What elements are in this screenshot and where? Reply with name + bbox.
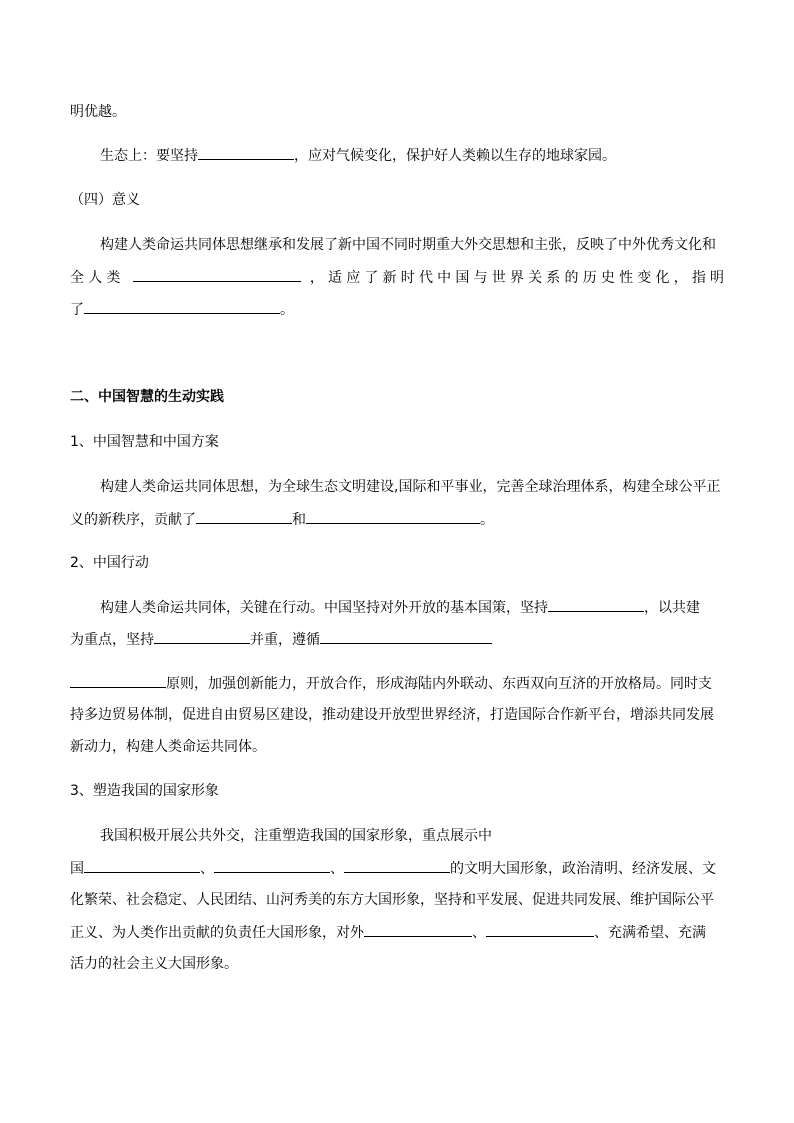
paragraph-line: 构建人类命运共同体，关键在行动。中国坚持对外开放的基本国策，坚持 ，以共建	[100, 597, 724, 618]
fill-blank[interactable]	[344, 858, 450, 873]
paragraph-line: 义的新秩序，贡献了 和 。	[70, 509, 724, 530]
paragraph-line: 活力的社会主义大国形象。	[70, 956, 238, 972]
fill-blank[interactable]	[154, 629, 250, 644]
paragraph-line: 构建人类命运共同体思想继承和发展了新中国不同时期重大外交思想和主张，反映了中外优秀文化和	[100, 237, 716, 253]
fill-blank[interactable]	[214, 858, 330, 873]
subsection-heading: 3、塑造我国的国家形象	[70, 783, 219, 799]
paragraph-line: 我国积极开展公共外交，注重塑造我国的国家形象，重点展示中	[100, 828, 492, 844]
paragraph-line: 原则，加强创新能力，开放合作，形成海陆内外联动、东西双向互济的开放格局。同时支	[70, 673, 724, 694]
paragraph-line: 构建人类命运共同体思想，为全球生态文明建设,国际和平事业，完善全球治理体系，构建全球公平正	[100, 479, 721, 495]
paragraph-line: 国 、 、 的文明大国形象，政治清明、经济发展、文	[70, 858, 724, 879]
section-heading: （四）意义	[70, 192, 140, 208]
paragraph-line: 持多边贸易体制，促进自由贸易区建设，推动建设开放型世界经济，打造国际合作新平台，增添共同发展	[70, 707, 714, 723]
fill-blank[interactable]	[364, 922, 472, 937]
paragraph-line: 了 。	[70, 299, 724, 320]
paragraph-line: 明优越。	[70, 104, 126, 120]
paragraph-line: 为重点，坚持 并重，遵循	[70, 629, 724, 650]
subsection-heading: 2、中国行动	[70, 555, 149, 571]
paragraph-line: 化繁荣、社会稳定、人民团结、山河秀美的东方大国形象，坚持和平发展、促进共同发展、维护国际公平	[70, 892, 714, 908]
paragraph-line: 正义、为人类作出贡献的负责任大国形象，对外 、 、充满希望、充满	[70, 922, 724, 943]
main-heading: 二、中国智慧的生动实践	[70, 389, 224, 405]
paragraph-line: 新动力，构建人类命运共同体。	[70, 739, 266, 755]
fill-blank[interactable]	[84, 858, 200, 873]
fill-blank[interactable]	[548, 597, 644, 612]
fill-blank[interactable]	[306, 509, 480, 524]
fill-blank[interactable]	[70, 673, 166, 688]
subsection-heading: 1、中国智慧和中国方案	[70, 434, 219, 450]
fill-blank[interactable]	[320, 629, 492, 644]
paragraph-line: 全人类 ，适应了新时代中国与世界关系的历史性变化，指明	[70, 267, 724, 288]
fill-blank[interactable]	[486, 922, 594, 937]
ecology-line: 生态上：要坚持 ，应对气候变化，保护好人类赖以生存的地球家园。	[100, 145, 724, 166]
fill-blank[interactable]	[133, 267, 301, 282]
fill-blank[interactable]	[196, 509, 292, 524]
fill-blank[interactable]	[198, 145, 294, 160]
fill-blank[interactable]	[84, 299, 280, 314]
